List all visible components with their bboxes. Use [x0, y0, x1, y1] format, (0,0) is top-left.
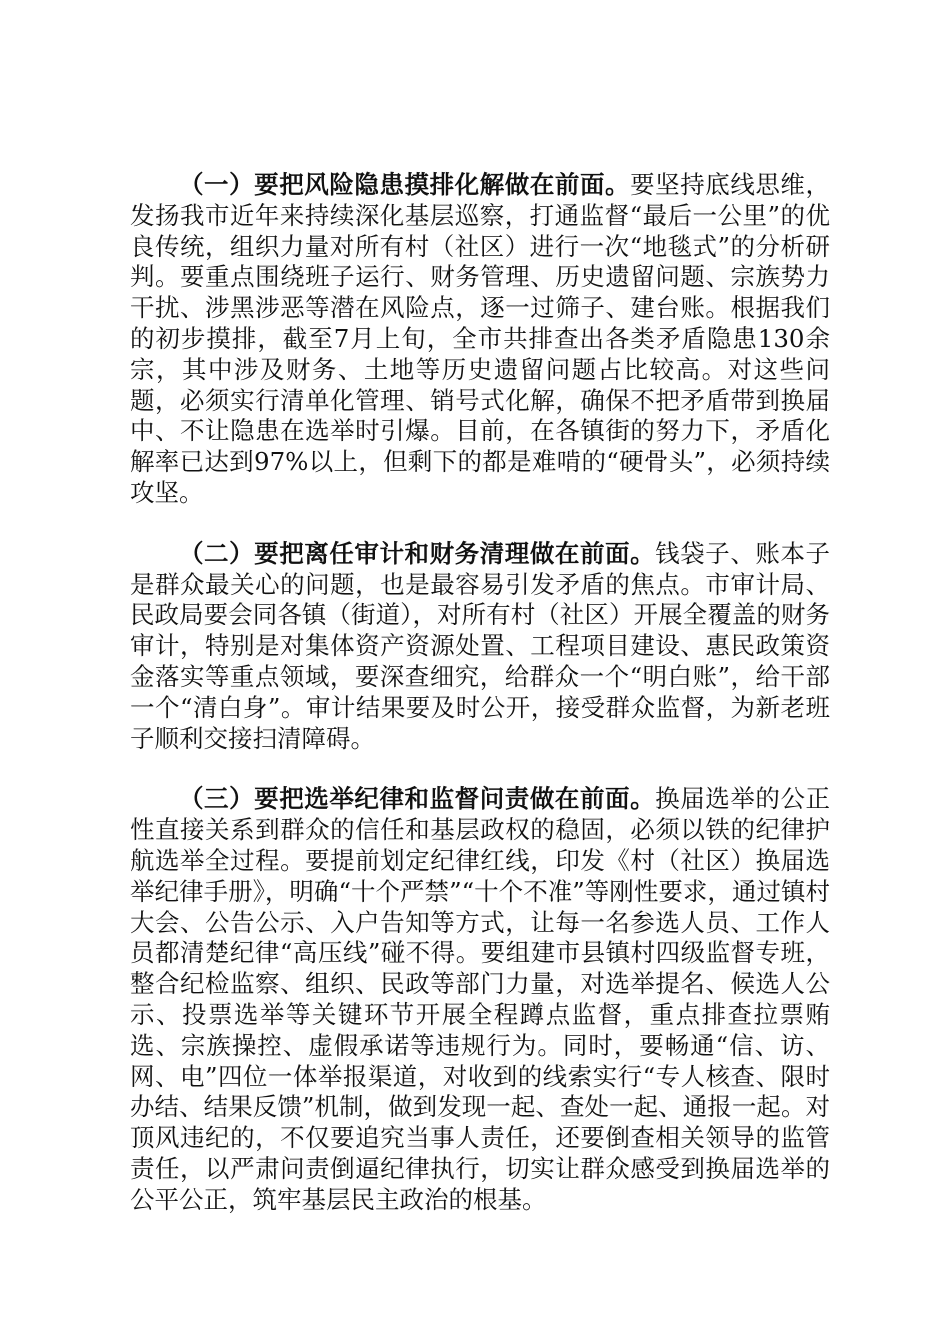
- paragraph-2-heading: （二）要把离任审计和财务清理做在前面。: [179, 538, 656, 568]
- paragraph-3: [130, 784, 830, 1215]
- paragraph-1-body: 要坚持底线思维，发扬我市近年来持续深化基层巡察，打通监督“最后一公里”的优良传统，组织力量对所有村（社区）进行一次“地毯式”的分析研判。要重点围绕班子运行、财务管理、历史遗留问题、宗族势力干扰、涉黑涉恶等潜在风险点，逐一过筛子、建台账。根据我们的初步摸排，截至7月上旬，全市共排查出各类矛盾隐患130余宗，其中涉及财务、土地等历史遗留问题占比较高。对这些问题，必须实行清单化管理、销号式化解，确保不把矛盾带到换届中、不让隐患在选举时引爆。目前，在各镇街的努力下，矛盾化解率已达到97%以上，但剩下的都是难啃的“硬骨头”，必须持续攻坚。: [130, 170, 830, 507]
- paragraph-3-body: 换届选举的公正性直接关系到群众的信任和基层政权的稳固，必须以铁的纪律护航选举全过程。要提前划定纪律红线，印发《村（社区）换届选举纪律手册》，明确“十个严禁”“十个不准”等刚性要求，通过镇村大会、公告公示、入户告知等方式，让每一名参选人员、工作人员都清楚纪律“高压线”碰不得。要组建市县镇村四级监督专班，整合纪检监察、组织、民政等部门力量，对选举提名、候选人公示、投票选举等关键环节开展全程蹲点监督，重点排查拉票贿选、宗族操控、虚假承诺等违规行为。同时，要畅通“信、访、网、电”四位一体举报渠道，对收到的线索实行“专人核查、限时办结、结果反馈”机制，做到发现一起、查处一起、通报一起。对顶风违纪的，不仅要追究当事人责任，还要倒查相关领导的监管责任，以严肃问责倒逼纪律执行，切实让群众感受到换届选举的公平公正，筑牢基层民主政治的根基。: [130, 784, 830, 1214]
- paragraph-1-heading: （一）要把风险隐患摸排化解做在前面。: [179, 170, 631, 199]
- paragraph-3-heading: （三）要把选举纪律和监督问责做在前面。: [179, 784, 656, 814]
- paragraph-1: [130, 170, 830, 509]
- paragraph-2: [130, 539, 830, 755]
- paragraph-2-body: 钱袋子、账本子是群众最关心的问题，也是最容易引发矛盾的焦点。市审计局、民政局要会同各镇（街道），对所有村（社区）开展全覆盖的财务审计，特别是对集体资产资源处置、工程项目建设、惠民政策资金落实等重点领域，要深查细究，给群众一个“明白账”，给干部一个“清白身”。审计结果要及时公开，接受群众监督，为新老班子顺利交接扫清障碍。: [130, 538, 830, 753]
- document-page: [130, 170, 830, 1246]
